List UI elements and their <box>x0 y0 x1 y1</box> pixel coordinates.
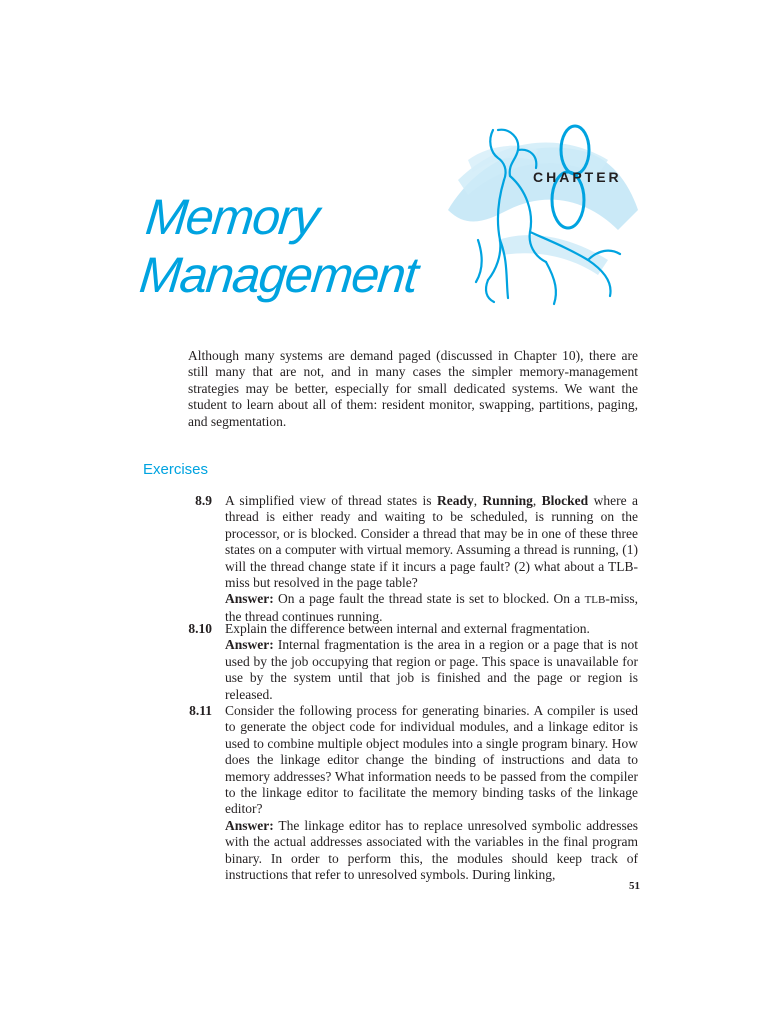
separator: , <box>532 493 542 508</box>
answer-label: Answer: <box>225 637 274 653</box>
exercise-answer <box>225 818 638 884</box>
exercise-question <box>225 493 638 591</box>
answer-label: Answer: <box>225 591 274 607</box>
state-ready: Ready <box>436 493 474 508</box>
answer-text: Internal fragmentation is the area in a region or a page that is not used by the job occupying that region or page. This space is unavailable for use by the system until that job is finished and the page or region is released. <box>225 637 638 702</box>
answer-text: The linkage editor has to replace unresolved symbolic addresses with the actual addresses associated with the variables in the final program binary. In order to perform this, the modules should keep track of instructions that refer to unresolved symbols. During linking, <box>225 817 638 883</box>
answer-smallcaps: TLB <box>584 594 606 607</box>
exercise-8-10 <box>180 621 640 701</box>
chapter-title <box>137 188 426 304</box>
question-text: A simplified view of thread states is <box>225 493 437 508</box>
intro-paragraph: Although many systems are demand paged (discussed in Chapter 10), there are still many that are not, and in many cases the simpler memory-management strategies may be better, especially for small dedicated systems. We want the student to learn about all of them: resident monitor, swapping, partitions, paging, and segmentation. <box>188 348 638 429</box>
state-blocked: Blocked <box>541 493 589 508</box>
exercise-answer <box>225 637 638 703</box>
answer-label: Answer: <box>225 817 274 833</box>
exercise-body <box>225 621 638 703</box>
exercise-number: 8.9 <box>195 493 212 508</box>
exercise-body <box>225 703 638 883</box>
answer-text: -miss, the thread continues running. <box>225 591 638 624</box>
chapter-label: CHAPTER <box>533 169 622 185</box>
page-number: 51 <box>629 880 640 892</box>
exercise-8-9 <box>180 493 640 624</box>
exercise-question: Explain the difference between internal and external fragmentation. <box>225 621 590 636</box>
question-text: where a thread is either ready and waiting to be scheduled, is running on the processor, or is blocked. Consider a thread that may be in one of these three states on a computer with virtual memory. Assuming a thread is running, (1) will the thread change state if it incurs a page fault? (2) what about a TLB-miss but resolved in the page table? <box>225 493 639 591</box>
state-running: Running <box>482 493 533 508</box>
seated-figure-sketch-icon <box>438 120 648 320</box>
chapter-title-line-1: Memory <box>143 189 321 245</box>
exercise-question: Consider the following process for generating binaries. A compiler is used to generate the object code for individual modules, and a linkage editor is used to combine multiple object modules into a single program binary. How does the linkage editor change the binding of instructions and data to memory addresses? What information needs to be passed from the compiler to the linkage editor to facilitate the memory binding tasks of the linkage editor? <box>225 703 638 817</box>
chapter-title-line-2: Management <box>137 247 420 303</box>
answer-text: On a page fault the thread state is set to blocked. On a <box>273 591 585 607</box>
exercise-number: 8.10 <box>188 621 212 636</box>
exercise-number: 8.11 <box>189 703 212 718</box>
section-heading-exercises: Exercises <box>143 461 209 478</box>
exercise-8-11 <box>180 703 640 883</box>
exercise-body <box>225 493 638 625</box>
separator: , <box>473 493 483 508</box>
